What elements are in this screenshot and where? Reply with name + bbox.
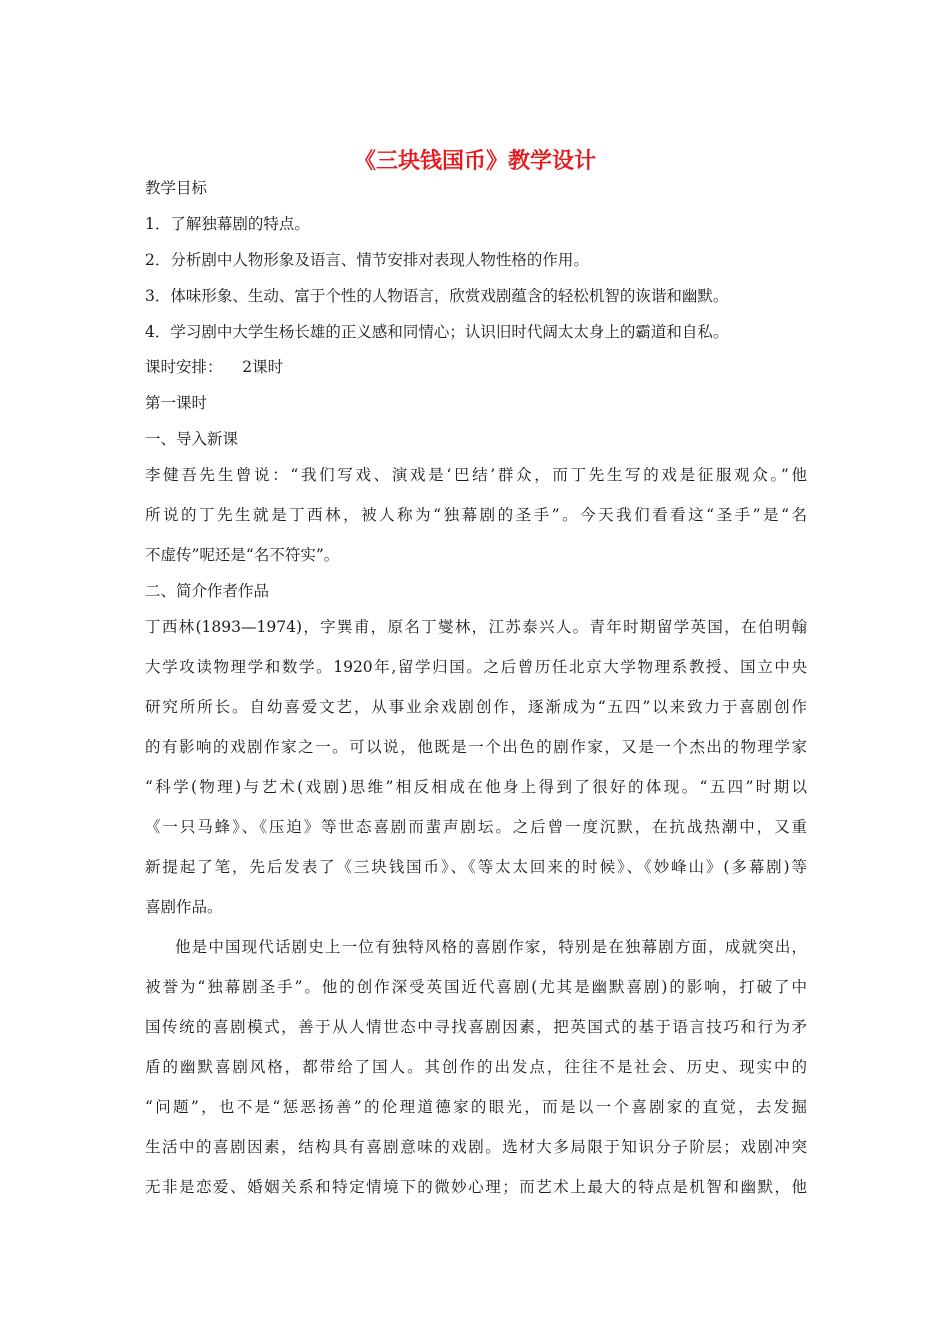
paragraph-line: 生活中的喜剧因素，结构具有喜剧意味的戏剧。选材大多局限于知识分子阶层；戏剧冲突 <box>145 1138 807 1156</box>
section-heading-objectives: 教学目标 <box>145 179 208 197</box>
paragraph-line: 被誉为“独幕剧圣手”。他的创作深受英国近代喜剧(尤其是幽默喜剧)的影响，打破了中 <box>145 978 807 996</box>
paragraph-line: 盾的幽默喜剧风格，都带给了国人。其创作的出发点，往往不是社会、历史、现实中的 <box>145 1058 807 1076</box>
paragraph-line: 喜剧作品。 <box>145 898 223 916</box>
objective-item: 3．体味形象、生动、富于个性的人物语言，欣赏戏剧蕴含的轻松机智的诙谐和幽默。 <box>145 287 729 305</box>
paragraph-line: 的有影响的戏剧作家之一。可以说，他既是一个出色的剧作家，又是一个杰出的物理学家 <box>145 738 807 756</box>
paragraph-line: 不虚传”呢还是“名不符实”。 <box>145 546 340 564</box>
paragraph-line: 研究所所长。自幼喜爱文艺，从事业余戏剧创作，逐渐成为“五四”以来致力于喜剧创作 <box>145 698 807 716</box>
paragraph-line: 大学攻读物理学和数学。1920年,留学归国。之后曾历任北京大学物理系教授、国立中央 <box>145 658 807 676</box>
objective-item: 2．分析剧中人物形象及语言、情节安排对表现人物性格的作用。 <box>145 251 589 269</box>
document-title: 《三块钱国币》教学设计 <box>353 148 596 174</box>
paragraph-line: 新提起了笔，先后发表了《三块钱国币》、《等太太回来的时候》、《妙峰山》(多幕剧)等 <box>145 858 807 876</box>
paragraph-line: 丁西林(1893—1974)，字巽甫，原名丁燮林，江苏泰兴人。青年时期留学英国，在伯明翰 <box>145 618 807 636</box>
objective-item: 4．学习剧中大学生杨长雄的正义感和同情心；认识旧时代阔太太身上的霸道和自私。 <box>145 323 729 341</box>
paragraph-line: 国传统的喜剧模式，善于从人情世态中寻找喜剧因素，把英国式的基于语言技巧和行为矛 <box>145 1018 807 1036</box>
lesson-heading: 第一课时 <box>145 394 208 412</box>
paragraph-line: 所说的丁先生就是丁西林，被人称为“独幕剧的圣手”。今天我们看看这“圣手”是“名 <box>145 506 807 524</box>
paragraph-line: “问题”，也不是“惩恶扬善”的伦理道德家的眼光，而是以一个喜剧家的直觉，去发掘 <box>145 1098 807 1116</box>
section-heading-intro: 一、导入新课 <box>145 430 239 448</box>
section-heading-author: 二、简介作者作品 <box>145 582 270 600</box>
paragraph-line: 他是中国现代话剧史上一位有独特风格的喜剧作家，特别是在独幕剧方面，成就突出， <box>175 938 807 956</box>
paragraph-line: 无非是恋爱、婚姻关系和特定情境下的微妙心理；而艺术上最大的特点是机智和幽默，他 <box>145 1178 807 1196</box>
paragraph-line: 《一只马蜂》、《压迫》等世态喜剧而蜚声剧坛。之后曾一度沉默，在抗战热潮中，又重 <box>145 818 807 836</box>
objective-item: 1．了解独幕剧的特点。 <box>145 215 310 233</box>
class-hours-line: 课时安排： 2课时 <box>145 358 284 376</box>
paragraph-line: “科学(物理)与艺术(戏剧)思维”相反相成在他身上得到了很好的体现。“五四”时期以 <box>145 778 807 796</box>
paragraph-line: 李健吾先生曾说：“我们写戏、演戏是‘巴结’群众，而丁先生写的戏是征服观众。”他 <box>145 466 807 484</box>
